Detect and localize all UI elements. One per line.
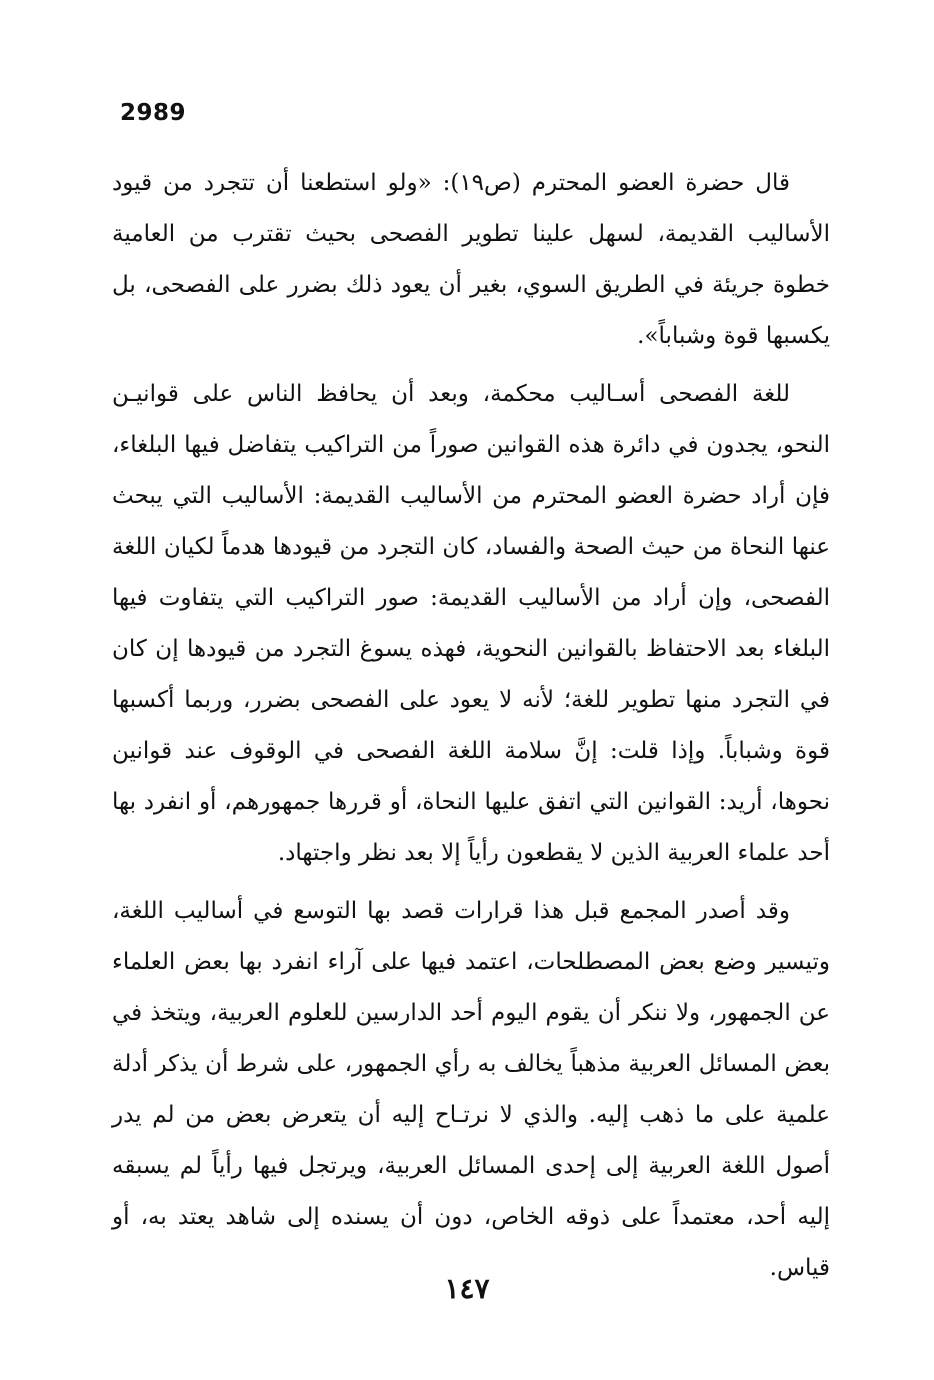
paragraph-quote: قال حضرة العضو المحترم (ص١٩): «ولو استطعنا أن تتجرد من قيود الأساليب القديمة، لسهل علينا تطوير الفصحى بحيث تقترب من العامية خطوة جريئة في الطريق السوي، بغير أن يعود ذلك بضرر على الفصحى، بل يكسبها قوة وشباباً».	[112, 170, 830, 349]
body-text	[112, 158, 830, 1294]
page-number: ١٤٧	[444, 1272, 490, 1305]
paragraph-response: للغة الفصحى أسـاليب محكمة، وبعد أن يحافظ الناس على قوانيـن النحو، يجدون في دائرة هذه القوانين صوراً من التراكيب يتفاضل فيها البلغاء، فإن أراد حضرة العضو المحترم من الأساليب القديمة: الأساليب التي يبحث عنها النحاة من حيث الصحة والفساد، كان التجرد من قيودها هدماً لكيان اللغة الفصحى، وإن أراد من الأساليب القديمة: صور التراكيب التي يتفاوت فيها البلغاء بعد الاحتفاظ بالقوانين النحوية، فهذه يسوغ التجرد من قيودها إن كان في التجرد منها تطوير للغة؛ لأنه لا يعود على الفصحى بضرر، وربما أكسبها قوة وشباباً. وإذا قلت: إنَّ سلامة اللغة الفصحى في الوقوف عند قوانين نحوها، أريد: القوانين التي اتفق عليها النحاة، أو قررها جمهورهم، أو انفرد بها أحد علماء العربية الذين لا يقطعون رأياً إلا بعد نظر واجتهاد.	[112, 381, 830, 866]
document-number: 2989	[120, 100, 187, 126]
paragraph-academy-decisions: وقد أصدر المجمع قبل هذا قرارات قصد بها التوسع في أساليب اللغة، وتيسير وضع بعض المصطلحات، اعتمد فيها على آراء انفرد بها بعض العلماء عن الجمهور، ولا ننكر أن يقوم اليوم أحد الدارسين للعلوم العربية، ويتخذ في بعض المسائل العربية مذهباً يخالف به رأي الجمهور، على شرط أن يذكر أدلة علمية على ما ذهب إليه. والذي لا نرتـاح إليه أن يتعرض بعض من لم يدر أصول اللغة العربية إلى إحدى المسائل العربية، ويرتجل فيها رأياً لم يسبقه إليه أحد، معتمداً على ذوقه الخاص، دون أن يسنده إلى شاهد يعتد به، أو قياس.	[112, 898, 830, 1281]
